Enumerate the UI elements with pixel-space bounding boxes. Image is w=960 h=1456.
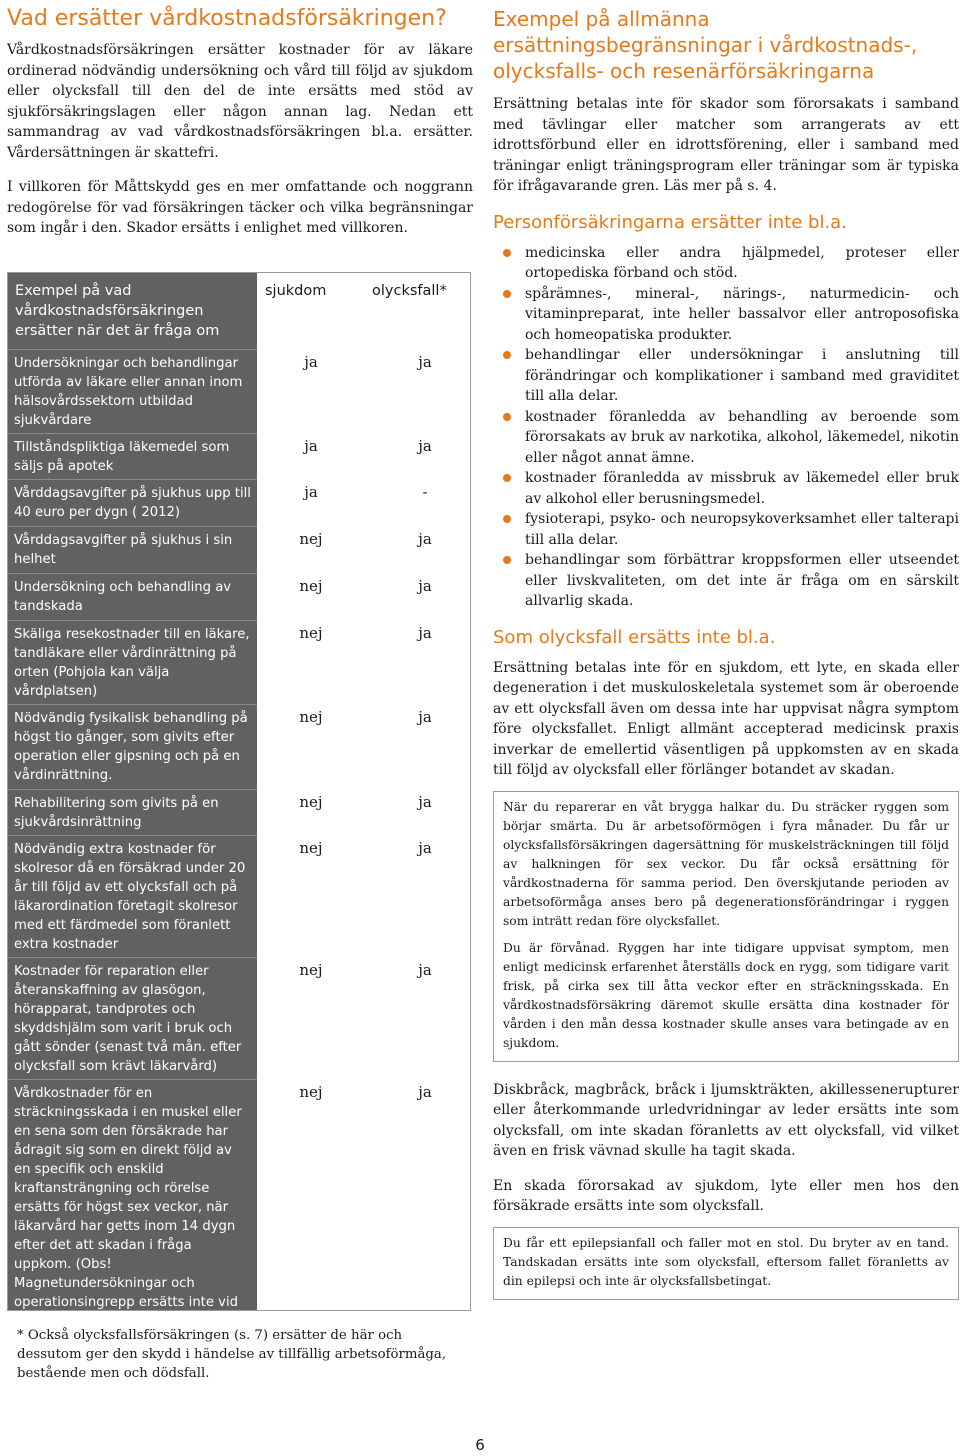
terms-paragraph: I villkoren för Måttskydd ges en mer omfattande och noggrann redogörelse för vad försäkringen täcker och vilka begränsningar som ingår i den. Skador ersätts i enlighet med villkoren.: [7, 179, 473, 236]
list-item-text: kostnader föranledda av behandling av beroende som förorsakats av bruk av narkotika, alkohol, läkemedel, nikotin eller något annat ämne.: [525, 408, 959, 466]
row-sjukdom-value: nej: [299, 1083, 323, 1101]
list-item-text: behandlingar eller undersökningar i anslutning till förändringar och komplikationer i samband med graviditet till alla delar.: [525, 347, 959, 404]
row-label: Vårdkostnader för en sträckningsskada i en muskel eller en sena som den försäkrade har ådragit sig som en direkt följd av en specifik och enskild kraftansträngning och rörelse ersätts för högst sex veckor, när läkarvård har getts inom 14 dygn efter det att skadan i fråga uppkom. (Obs! Magnetundersökningar och operationsingrepp ersätts inte vid ifrågavarande olycksfall): [8, 1079, 257, 1331]
row-label: Skäliga resekostnader till en läkare, tandläkare eller vårdinrättning på orten (Pohjola kan välja vårdplatsen): [8, 620, 257, 701]
list-item: [493, 345, 959, 407]
row-olycksfall-value: ja: [418, 530, 432, 548]
example-text: När du reparerar en våt brygga halkar du. Du sträcker ryggen som börjar smärta. Du är arbetsoförmögen i fyra månader. Du får ur olycksfallsförsäkringen dagersättning för muskelsträckningen till följd av halkningen för sex veckor. Du får också ersättning för vårdkostnaderna för samma period. Den överskjutande perioden av arbetsoförmåga anses bero på degenerationsförändringar i ryggen som inträtt redan före olycksfallet.: [503, 799, 949, 928]
bullet-dot-icon: [503, 351, 511, 359]
row-olycksfall-value: ja: [418, 961, 432, 979]
page-title: Vad ersätter vårdkostnadsförsäkringen?: [7, 6, 447, 31]
row-label: Undersökning och behandling av tandskada: [8, 573, 257, 616]
row-label: Vårddagsavgifter på sjukhus upp till 40 euro per dygn ( 2012): [8, 479, 257, 522]
row-label: Vårddagsavgifter på sjukhus i sin helhet: [8, 526, 257, 569]
row-label: Undersökningar och behandlingar utförda av läkare eller annan inom hälsovårdssektorn utbildad sjukvårdare: [8, 349, 257, 430]
list-item: [493, 550, 959, 612]
bullet-dot-icon: [503, 290, 511, 298]
not-covered-heading: Personförsäkringarna ersätter inte bl.a.: [493, 211, 847, 233]
accident-not-covered-heading: Som olycksfall ersätts inte bl.a.: [493, 626, 776, 648]
example-box-back-strain: [493, 791, 959, 1062]
row-sjukdom-value: nej: [299, 708, 323, 726]
list-item: [493, 407, 959, 469]
degeneration-paragraph: Ersättning betalas inte för en sjukdom, ett lyte, en skada eller degeneration i det muskuloskeletala systemet som är oberoende av ett olycksfall även om dessa inte har uppvisat några symptom före olycksfallet. Enligt allmänt accepterad medicinsk praxis inverkar de emellertid väsentligen på uppkomsten av en skada till följd av olycksfall eller förlänger botandet av skadan.: [493, 659, 959, 778]
list-item-text: medicinska eller andra hjälpmedel, proteser eller ortopediska förband och stöd.: [525, 244, 959, 281]
row-label: Kostnader för reparation eller återanskaffning av glasögon, hörapparat, tandprotes och skyddshjälm som varit i bruk och gått sönder (senast två mån. efter olycksfall som krävt läkarvård): [8, 957, 257, 1076]
coverage-table: [7, 272, 471, 1329]
example-text: Du får ett epilepsianfall och faller mot en stol. Du bryter av en tand. Tandskadan ersätts inte som olycksfall, eftersom fallet föranletts av din epilepsi och inte är olycksfallsbetingat.: [503, 1235, 949, 1288]
intro-paragraph: Vårdkostnadsförsäkringen ersätter kostnader för av läkare ordinerad nödvändig undersökning och vård till följd av sjukdom eller olycksfall till den del de inte ersätts med stöd av sjukförsäkringslagen eller någon annan lag. Nedan ett sammandrag av vad vårdkostnadsförsäkringen bl.a. ersätter. Vårdersättningen är skattefri.: [7, 42, 473, 161]
right-column: [493, 6, 959, 1300]
hernia-paragraph: Diskbråck, magbråck, bråck i ljumskträkten, akillessenerupturer eller återkommande urledvridningar av leder ersätts inte som olycksfall, om inte skadan föranletts av ett olycksfall, vid vilket även en frisk vävnad skulle ha tagit skada.: [493, 1081, 959, 1159]
row-sjukdom-value: nej: [299, 577, 323, 595]
row-olycksfall-value: ja: [418, 839, 432, 857]
row-label: Rehabilitering som givits på en sjukvårdsinrättning: [8, 789, 257, 832]
example-box-epilepsy: [493, 1227, 959, 1300]
row-sjukdom-value: nej: [299, 530, 323, 548]
list-item: [493, 468, 959, 509]
table-header-olycksfall: olycksfall*: [372, 283, 447, 299]
bullet-dot-icon: [503, 556, 511, 564]
row-olycksfall-value: ja: [418, 793, 432, 811]
row-sjukdom-value: ja: [304, 483, 318, 501]
list-item-text: fysioterapi, psyko- och neuropsykoverksamhet eller talterapi till alla delar.: [525, 511, 959, 548]
row-olycksfall-value: ja: [418, 1083, 432, 1101]
left-column: [7, 6, 473, 239]
list-item-text: behandlingar som förbättrar kroppsformen eller utseendet eller livskvaliteten, om det inte är fråga om en särskilt allvarlig skada.: [525, 552, 959, 609]
row-label: Nödvändig fysikalisk behandling på högst tio gånger, som givits efter operation eller gipsning och på en vårdinrättning.: [8, 704, 257, 785]
row-olycksfall-value: ja: [418, 577, 432, 595]
row-sjukdom-value: ja: [304, 353, 318, 371]
row-olycksfall-value: ja: [418, 437, 432, 455]
list-item-text: kostnader föranledda av missbruk av läkemedel eller bruk av alkohol eller berusningsmedel.: [525, 470, 959, 507]
bullet-dot-icon: [503, 413, 511, 421]
row-olycksfall-value: ja: [418, 624, 432, 642]
row-label: Nödvändig extra kostnader för skolresor då en försäkrad under 20 år till följd av ett olycksfall och på läkarordination företagit skolresor med ett färdmedel som föranlett extra kostnader: [8, 835, 257, 954]
row-olycksfall-value: ja: [418, 708, 432, 726]
list-item: [493, 284, 959, 346]
bullet-dot-icon: [503, 515, 511, 523]
row-label: Tillståndspliktiga läkemedel som säljs på apotek: [8, 433, 257, 476]
row-olycksfall-value: -: [422, 483, 428, 501]
illness-injury-paragraph: En skada förorsakad av sjukdom, lyte eller men hos den försäkrade ersätts inte som olycksfall.: [493, 1177, 959, 1214]
row-sjukdom-value: ja: [304, 437, 318, 455]
not-covered-list: [493, 243, 959, 612]
row-olycksfall-value: ja: [418, 353, 432, 371]
list-item: [493, 509, 959, 550]
row-sjukdom-value: nej: [299, 839, 323, 857]
bullet-dot-icon: [503, 249, 511, 257]
limitations-heading: Exempel på allmänna ersättningsbegränsningar i vårdkostnads-, olycksfalls- och resenärförsäkringarna: [493, 7, 918, 83]
table-header-sjukdom: sjukdom: [265, 283, 327, 299]
row-sjukdom-value: nej: [299, 624, 323, 642]
row-sjukdom-value: nej: [299, 961, 323, 979]
list-item-text: spårämnes-, mineral-, närings-, naturmedicin- och vitaminpreparat, inte heller bassalvor eller antroposofiska och homeopatiska produkter.: [525, 285, 959, 343]
bullet-dot-icon: [503, 474, 511, 482]
page-number: 6: [475, 1436, 485, 1454]
table-header-description: Exempel på vad vårdkostnadsförsäkringen ersätter när det är fråga om: [15, 283, 220, 339]
example-text: Du är förvånad. Ryggen har inte tidigare uppvisat symptom, men enligt medicinsk erfarenhet återställs dock en rygg, som tidigare varit frisk, på cirka sex till åtta veckor efter en sträckningsskada. En vårdkostnadsförsäkring däremot skulle ersätta dina kostnader för vården i den mån dessa kostnader skulle anses vara betingade av en sjukdom.: [503, 940, 949, 1050]
competition-paragraph: Ersättning betalas inte för skador som förorsakats i samband med tävlingar eller matcher som arrangerats av ett idrottsförbund eller en idrottsförening, eller i samband med träningar enligt träningsprogram eller träningar som är typiska för ifrågavarande gren. Läs mer på s. 4.: [493, 96, 959, 194]
footnote: * Också olycksfallsförsäkringen (s. 7) ersätter de här och dessutom ger den skydd i händelse av tillfällig arbetsoförmåga, bestående men och dödsfall.: [17, 1328, 447, 1381]
row-sjukdom-value: nej: [299, 793, 323, 811]
list-item: [493, 243, 959, 284]
